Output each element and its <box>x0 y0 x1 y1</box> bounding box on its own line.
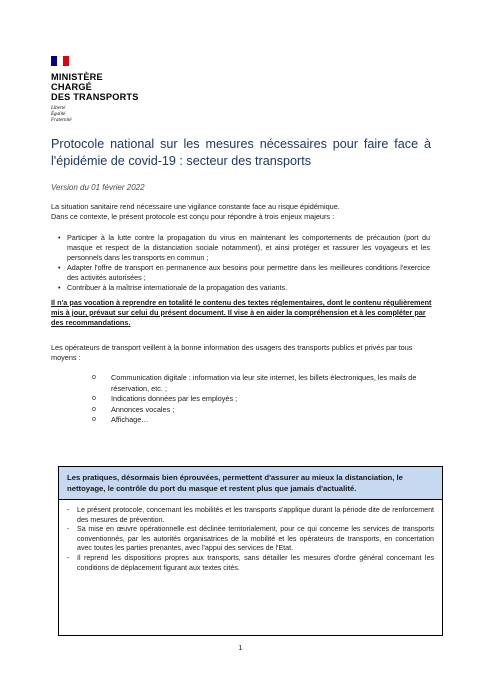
list-item: o Annonces vocales ; <box>97 405 437 416</box>
motto-line: Liberté <box>51 106 66 111</box>
operators-paragraph: Les opérateurs de transport veillent à la bonne information des usagers des transports publics et privés par tous moyens : <box>51 343 413 362</box>
intro-paragraph <box>51 202 431 222</box>
list-item: o Communication digitale : information via leur site internet, les billets électroniques, les mails de réservation, etc. ; <box>97 373 437 394</box>
key-practices-box <box>58 466 443 636</box>
box-heading: Les pratiques, désormais bien éprouvées, permettent d'assurer au mieux la distanciation, le nettoyage, le contrôle du port du masque et restent plus que jamais d'actualité. <box>59 467 442 500</box>
republic-motto <box>51 106 171 124</box>
list-item: o Indications données par les employés ; <box>97 394 437 405</box>
page-number: 1 <box>238 643 243 652</box>
motto-line: Égalité <box>51 112 66 117</box>
list-item: • Adapter l'offre de transport en permanence aux besoins pour permettre dans les meilleures conditions l'exercice des activités autorisées ; <box>58 263 430 283</box>
regulatory-note: Il n'a pas vocation à reprendre en totalité le contenu des textes réglementaires, dont le contenu régulièrement mis à jour, prévaut sur celui du présent document. Il vise à en aider la compréhension et à les compléter par des recommandations. <box>51 298 432 327</box>
issues-list <box>58 233 430 293</box>
information-channels-list <box>97 373 437 426</box>
ministry-line: MINISTÈRE <box>51 72 103 82</box>
list-item: - Le présent protocole, concernant les mobilités et les transports s'applique durant la période dite de renforcement des mesures de prévention. <box>67 506 434 525</box>
ministry-line: CHARGÉ <box>51 82 93 92</box>
ministry-name <box>51 72 171 102</box>
list-item: - Il reprend les dispositions propres aux transports, sans détailler les mesures d'ordre général concernant les conditions de déplacement figurant aux textes cités. <box>67 554 434 573</box>
motto-line: Fraternité <box>51 118 72 123</box>
document-version: Version du 01 février 2022 <box>51 183 145 192</box>
list-item: • Contribuer à la maîtrise internationale de la propagation des variants. <box>58 283 430 293</box>
french-flag-icon <box>51 56 69 66</box>
intro-line: La situation sanitaire rend nécessaire une vigilance constante face au risque épidémique. <box>51 202 340 211</box>
list-item: - Sa mise en œuvre opérationnelle est déclinée territorialement, pour ce qui concerne les services de transports conventionnés, par les autorités organisatrices de la mobilité et les opérateurs de transports, en concertation avec toutes les parties prenantes, avec l'appui des services de l'Etat. <box>67 525 434 554</box>
ministry-line: DES TRANSPORTS <box>51 92 139 102</box>
document-title: Protocole national sur les mesures nécessaires pour faire face à l'épidémie de covid-19 : secteur des transports <box>51 137 431 168</box>
intro-line: Dans ce contexte, le présent protocole est conçu pour répondre à trois enjeux majeurs : <box>51 212 335 221</box>
box-items-list <box>59 506 442 573</box>
ministry-logo <box>51 56 171 124</box>
list-item: • Participer à la lutte contre la propagation du virus en maintenant les comportements de précaution (port du masque et respect de la distanciation sociale notamment), et ainsi protéger et rassurer les voyageurs et les personnels dans les transports en commun ; <box>58 233 430 263</box>
list-item: o Affichage… <box>97 415 437 426</box>
